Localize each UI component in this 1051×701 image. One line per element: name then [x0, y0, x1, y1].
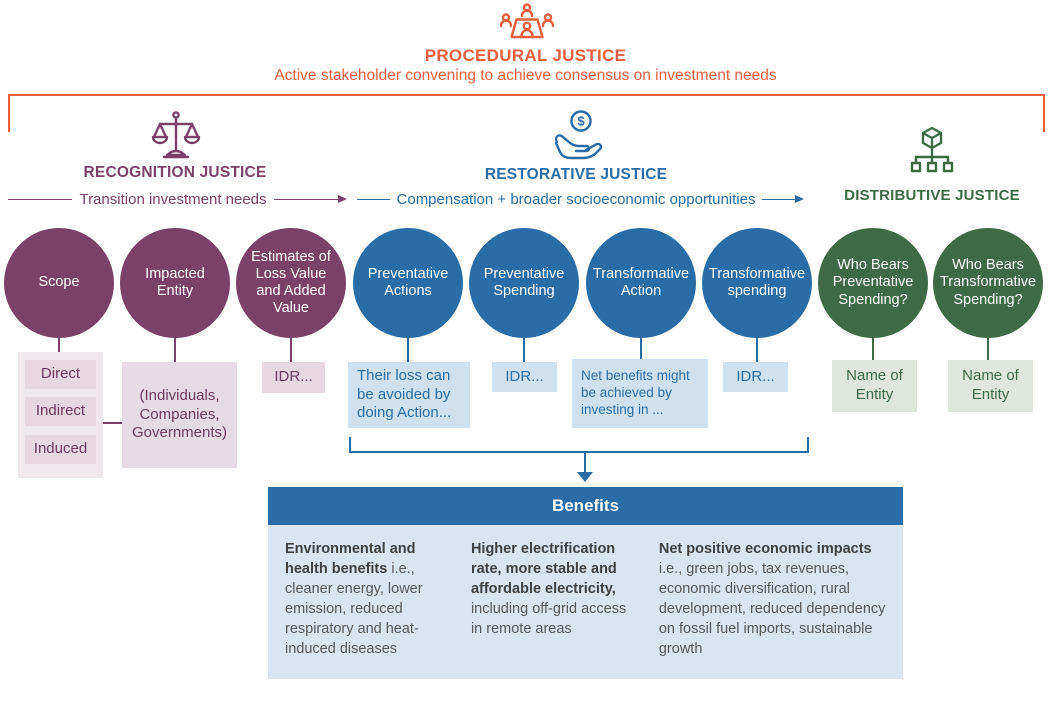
benefit-bold-text: Environmental and health benefits	[285, 541, 416, 577]
restorative-arrow	[357, 191, 804, 207]
scope-item-direct: Direct	[25, 360, 96, 389]
down-arrow-line	[584, 453, 586, 474]
benefit-detail-text: i.e., green jobs, tax revenues, economic diversification, rural development, reduced dependency on fossil fuel imports, sustainable growth	[658, 561, 886, 657]
benefits-title: Benefits	[268, 487, 903, 525]
connector-line	[290, 336, 292, 364]
down-arrowhead-icon	[577, 472, 593, 482]
benefit-electrification	[471, 539, 641, 659]
recognition-arrow	[8, 191, 347, 207]
preventative-spending-idr-box: IDR...	[492, 362, 557, 392]
benefit-bold-text: Net positive economic impacts	[658, 541, 872, 557]
benefit-bold-text: Higher electrification rate, more stable and affordable electricity,	[470, 541, 617, 597]
circle-transformative-spending: Transformative spending	[702, 228, 812, 338]
circle-scope: Scope	[4, 228, 114, 338]
connector-line	[174, 336, 176, 364]
procedural-justice-subtitle: Active stakeholder convening to achieve consensus on investment needs	[274, 67, 777, 84]
connector-line	[103, 422, 122, 424]
transformative-spending-idr-box: IDR...	[723, 362, 788, 392]
stakeholders-table-icon	[499, 3, 555, 45]
hand-coin-icon	[550, 109, 604, 167]
right-arrowhead-icon	[795, 195, 804, 203]
circle-preventative-spending: Preventative Spending	[469, 228, 579, 338]
procedural-justice-title: PROCEDURAL JUSTICE	[424, 46, 627, 65]
name-of-entity-box: Name of Entity	[948, 360, 1033, 412]
connector-line	[756, 336, 758, 364]
benefits-body	[268, 525, 903, 679]
distributive-justice-title: DISTRIBUTIVE JUSTICE	[844, 187, 1020, 204]
scales-icon	[151, 111, 201, 163]
estimates-idr-box: IDR...	[262, 362, 325, 393]
circle-transformative-action: Transformative Action	[586, 228, 696, 338]
svg-text:$: $	[577, 113, 585, 129]
circle-who-bears-preventative: Who Bears Preventative Spending?	[818, 228, 928, 338]
restorative-justice-title: RESTORATIVE JUSTICE	[484, 166, 668, 183]
benefit-detail-text: including off-grid access in remote areas	[470, 601, 627, 637]
circle-preventative-actions: Preventative Actions	[353, 228, 463, 338]
right-arrowhead-icon	[338, 195, 347, 203]
impacted-entity-box: (Individuals, Companies, Governments)	[122, 362, 237, 468]
name-of-entity-box: Name of Entity	[832, 360, 917, 412]
connector-line	[523, 336, 525, 364]
gather-bracket	[349, 437, 809, 453]
recognition-subtitle: Transition investment needs	[79, 190, 267, 208]
connector-line	[407, 336, 409, 364]
circle-who-bears-transformative: Who Bears Transformative Spending?	[933, 228, 1043, 338]
transformative-action-box: Net benefits might be achieved by investing in ...	[572, 359, 708, 428]
restorative-subtitle: Compensation + broader socioeconomic opportunities	[396, 190, 756, 208]
benefit-detail-text: i.e., cleaner energy, lower emission, reduced respiratory and heat-induced diseases	[285, 561, 423, 657]
scope-item-induced: Induced	[25, 435, 96, 464]
benefits-panel	[268, 487, 903, 679]
circle-estimates-of-loss-value: Estimates of Loss Value and Added Value	[236, 228, 346, 338]
benefit-environmental-health	[285, 539, 453, 659]
distribution-tree-icon	[907, 126, 957, 184]
scope-item-indirect: Indirect	[25, 397, 96, 426]
preventative-actions-box: Their loss can be avoided by doing Action...	[348, 362, 470, 428]
benefit-economic-impacts	[659, 539, 893, 659]
recognition-justice-title: RECOGNITION JUSTICE	[83, 164, 267, 181]
circle-impacted-entity: Impacted Entity	[120, 228, 230, 338]
